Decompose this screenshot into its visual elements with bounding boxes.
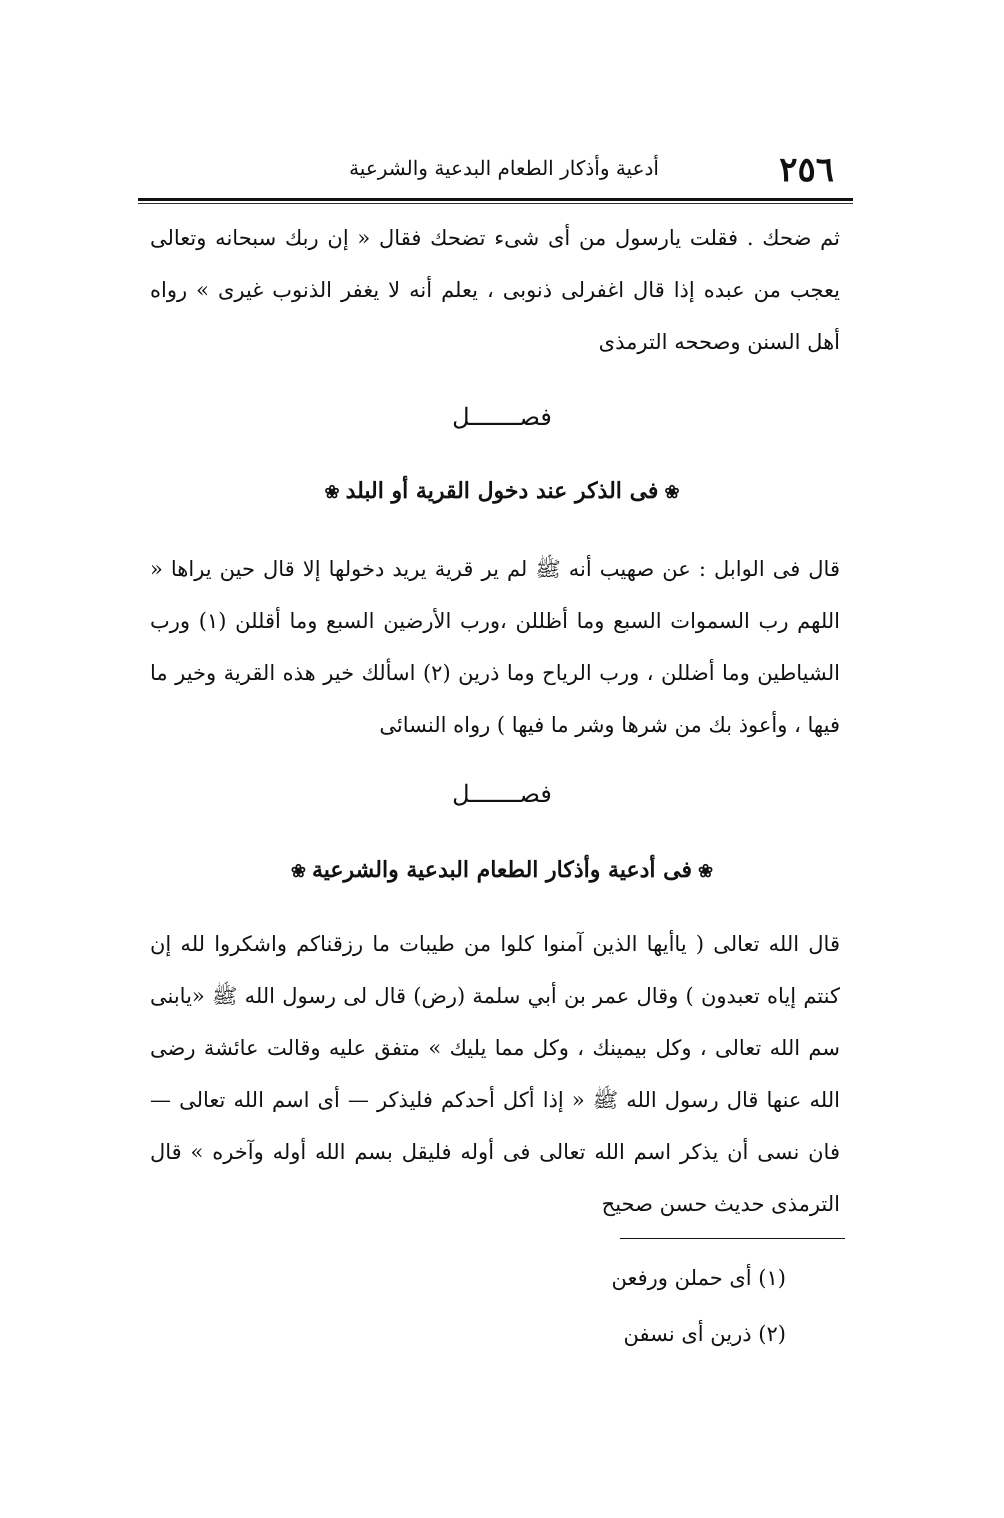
running-head xyxy=(320,150,834,190)
continuation-paragraph: ثم ضحك . فقلت يارسول من أى شىء تضحك فقال « إن ربك سبحانه وتعالى يعجب من عبده إذا قال اغفرلى ذنوبى ، يعلم أنه لا يغفر الذنوب غيرى » رواه أهل السنن وصححه الترمذى xyxy=(150,226,840,354)
section-1-heading: فصـــــــل xyxy=(452,403,552,431)
ornament-icon: ❀ xyxy=(324,482,340,503)
section-2-heading: فصـــــــل xyxy=(452,780,552,808)
ornament-icon: ❀ xyxy=(664,482,680,503)
section-2-title xyxy=(0,857,1004,883)
running-title: أدعية وأذكار الطعام البدعية والشرعية xyxy=(349,156,659,180)
page-number: ٢٥٦ xyxy=(779,150,834,190)
section-1-body: قال فى الوابل : عن صهيب أنه ﷺ لم ير قرية يريد دخولها إلا قال حين يراها « اللهم رب السموات السبع وما أظللن ،ورب الأرضين السبع وما أقللن (١) ورب الشياطين وما أضللن ، ورب الرياح وما ذرين (٢) اسألك خير هذه القرية وخير ما فيها ، وأعوذ بك من شرها وشر ما فيها ) رواه النسائى xyxy=(150,557,840,737)
section-1-title-text: فى الذكر عند دخول القرية أو البلد xyxy=(345,478,659,504)
footnote-1: (١) أى حملن ورفعن xyxy=(611,1266,786,1290)
footnote-rule xyxy=(620,1238,845,1239)
section-1-title xyxy=(0,478,1004,504)
section-2-title-text: فى أدعية وأذكار الطعام البدعية والشرعية xyxy=(311,857,693,883)
section-2-body: قال الله تعالى ( ياأيها الذين آمنوا كلوا من طيبات ما رزقناكم واشكروا لله إن كنتم إياه تعبدون ) وقال عمر بن أبي سلمة (رض) قال لى رسول الله ﷺ «يابنى سم الله تعالى ، وكل بيمينك ، وكل مما يليك » متفق عليه وقالت عائشة رضى الله عنها قال رسول الله ﷺ « إذا أكل أحدكم فليذكر — أى اسم الله تعالى — فان نسى أن يذكر اسم الله تعالى فى أوله فليقل بسم الله أوله وآخره » قال الترمذى حديث حسن صحيح xyxy=(150,932,840,1216)
footnote-2: (٢) ذرين أى نسفن xyxy=(623,1322,786,1346)
header-rule-thin xyxy=(138,203,853,204)
ornament-icon: ❀ xyxy=(698,861,714,882)
header-rule xyxy=(138,198,853,201)
ornament-icon: ❀ xyxy=(290,861,306,882)
